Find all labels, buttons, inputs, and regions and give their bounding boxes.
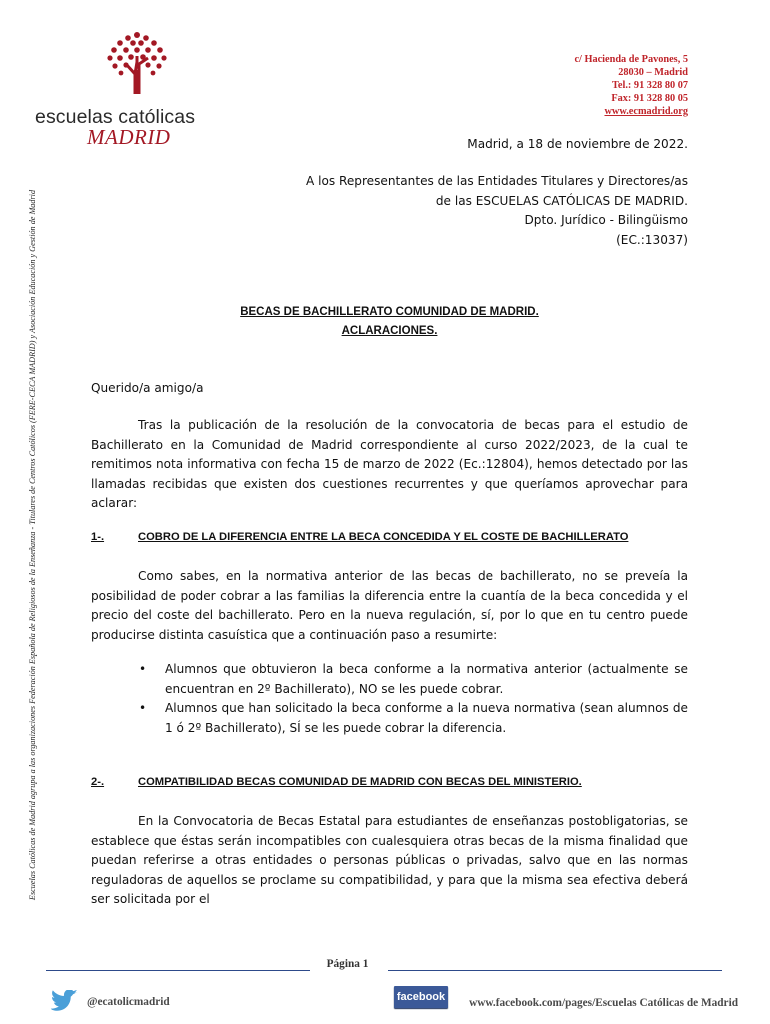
address-block [574, 53, 688, 118]
title-line-2: ACLARACIONES. [341, 325, 438, 337]
list-item-text: Alumnos que han solicitado la beca conforme a la nueva normativa (sean alumnos de 1 ó 2º Bachillerato), SÍ se les puede cobrar la diferencia. [165, 701, 688, 735]
twitter-handle-link[interactable]: @ecatolicmadrid [87, 996, 170, 1008]
section-title: COBRO DE LA DIFERENCIA ENTRE LA BECA CONCEDIDA Y EL COSTE DE BACHILLERATO [138, 531, 629, 543]
paragraph-intro: Tras la publicación de la resolución de la convocatoria de becas para el estudio de Bachillerato en la Comunidad de Madrid correspondiente al curso 2022/2023, de la cual te remitimos nota informativa con fecha 15 de marzo de 2022 (Ec.:12804), hemos detectado por las llamadas recibidas que existen dos cuestiones recurrentes y que queríamos aprovechar para aclarar: [91, 418, 688, 510]
facebook-url-link[interactable]: www.facebook.com/pages/Escuelas Católicas de Madrid [469, 997, 738, 1009]
recipient-line: A los Representantes de las Entidades Titulares y Directores/as [305, 174, 688, 188]
twitter-bird-icon[interactable] [50, 990, 80, 1012]
logo-text-madrid: MADRID [87, 125, 171, 149]
tree-logo-icon [106, 30, 168, 94]
recipient-line: Dpto. Jurídico - Bilingüismo [524, 213, 688, 227]
title-line-1: BECAS DE BACHILLERATO COMUNIDAD DE MADRID. [240, 306, 539, 318]
recipient-block [306, 172, 688, 250]
address-website-link[interactable]: www.ecmadrid.org [604, 106, 688, 117]
greeting: Querido/a amigo/a [91, 381, 204, 395]
side-vertical-text: Escuelas Católicas de Madrid agrupa a las organizaciones Federación Española de Religiosos de la Enseñanza - Titulares de Centros Católicos (FERE-CECA MADRID) y Asociación Educación y Gestión de Madrid [28, 189, 37, 901]
bullet-icon: • [139, 662, 147, 676]
recipient-line: (EC.:13037) [616, 232, 688, 247]
address-fax: Fax: 91 328 80 05 [611, 93, 688, 104]
footer-divider-right [388, 970, 722, 971]
letter-date: Madrid, a 18 de noviembre de 2022. [467, 137, 688, 151]
list-item [91, 660, 688, 699]
footer-divider-left [46, 970, 310, 971]
section-number: 2-. [91, 776, 105, 788]
list-item [91, 699, 688, 738]
recipient-line: de las ESCUELAS CATÓLICAS DE MADRID. [435, 193, 688, 208]
page-number: Página 1 [326, 958, 369, 970]
facebook-logo-icon[interactable]: facebook [394, 986, 448, 1008]
section-title: COMPATIBILIDAD BECAS COMUNIDAD DE MADRID CON BECAS DEL MINISTERIO. [138, 776, 582, 788]
document-title [91, 303, 688, 341]
address-city: 28030 – Madrid [618, 67, 688, 78]
logo-text-escuelas: escuelas católicas [35, 106, 196, 128]
address-tel: Tel.: 91 328 80 07 [612, 80, 688, 91]
paragraph-section-2: En la Convocatoria de Becas Estatal para estudiantes de enseñanzas postobligatorias, se establece que éstas serán incompatibles con cualesquiera otras becas de la misma finalidad que puedan referirse a otras entidades o personas públicas o privadas, salvo que en las normas reguladoras de aquellos se proclame su compatibilidad, y para que la misma sea efectiva deberá ser solicitada por el [91, 814, 688, 906]
logo [32, 30, 232, 149]
paragraph-section-1: Como sabes, en la normativa anterior de las becas de bachillerato, no se preveía la posibilidad de poder cobrar a las familias la diferencia entre la cuantía de la beca concedida y el precio del coste del bachillerato. Pero en la nueva regulación, sí, por lo que en tu centro puede producirse distinta casuística que a continuación paso a resumirte: [91, 569, 688, 642]
bullet-list [91, 660, 688, 738]
bullet-icon: • [139, 701, 147, 715]
list-item-text: Alumnos que obtuvieron la beca conforme a la normativa anterior (actualmente se encuentran en 2º Bachillerato), NO se les puede cobrar. [165, 662, 688, 696]
section-number: 1-. [91, 531, 105, 543]
address-street: c/ Hacienda de Pavones, 5 [574, 54, 688, 65]
